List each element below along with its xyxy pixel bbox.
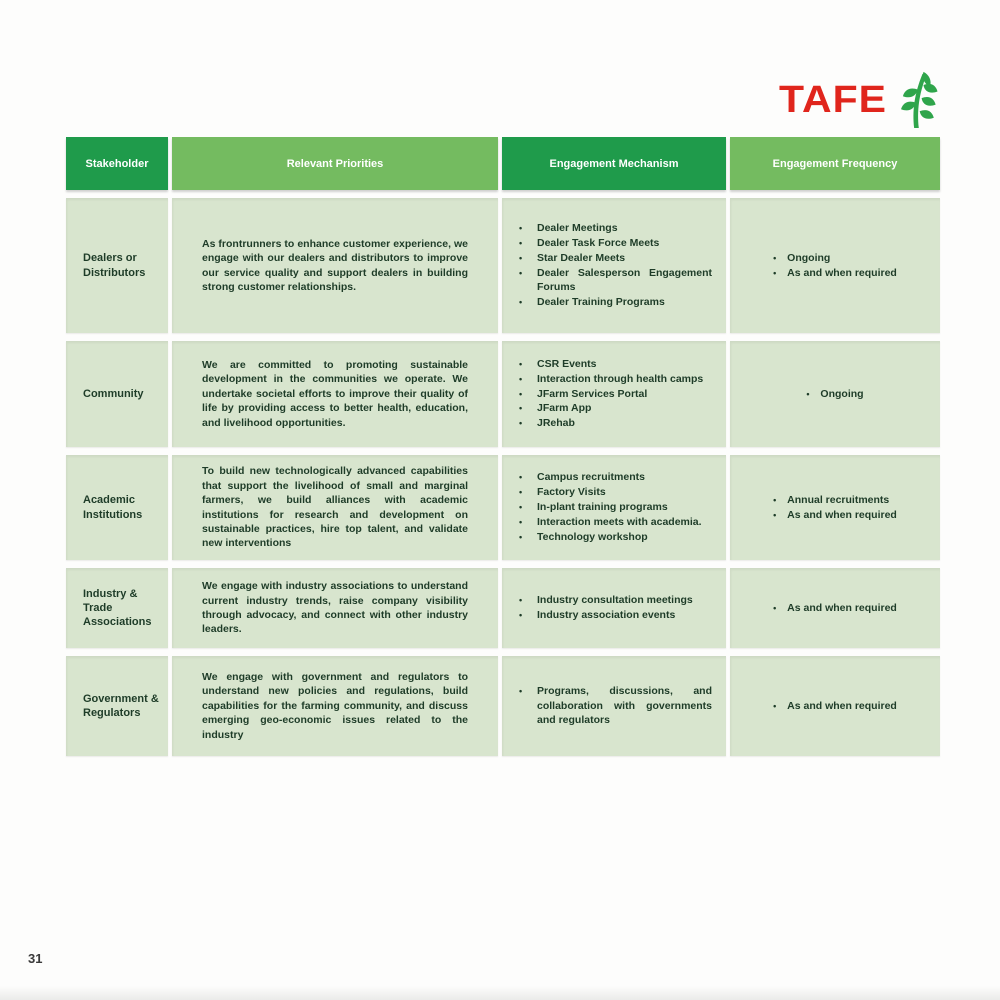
mechanism-cell [502, 656, 726, 756]
priorities-cell [172, 198, 498, 333]
frequency-item: • As and when required [773, 699, 897, 714]
frequency-list [773, 493, 897, 523]
mechanism-item: • CSR Events [515, 357, 703, 372]
mechanism-item: • Dealer Training Programs [515, 295, 712, 310]
mechanism-item: • Industry association events [515, 608, 693, 623]
mechanism-list [515, 221, 712, 310]
frequency-list [773, 699, 897, 714]
mechanism-cell [502, 455, 726, 560]
page-number: 31 [28, 951, 43, 966]
page-bottom-shadow [0, 986, 1000, 1000]
mechanism-item: • Dealer Task Force Meets [515, 236, 712, 251]
mechanism-item: • JFarm Services Portal [515, 387, 703, 402]
mechanism-cell [502, 341, 726, 447]
column-header-stakeholder: Stakeholder [66, 137, 168, 190]
frequency-list [773, 251, 897, 281]
frequency-item: • Ongoing [806, 387, 863, 402]
mechanism-item: • JRehab [515, 416, 703, 431]
stakeholder-cell: Industry & Trade Associations [66, 568, 168, 648]
mechanism-cell [502, 568, 726, 648]
tafe-logo-text: TAFE [778, 77, 887, 120]
mechanism-list [515, 357, 703, 432]
mechanism-item: • Factory Visits [515, 485, 702, 500]
mechanism-item: • Interaction meets with academia. [515, 515, 702, 530]
stakeholder-cell: Dealers or Distributors [66, 198, 168, 333]
mechanism-item: • Programs, discussions, and collaboration with governments and regulators [515, 684, 712, 729]
mechanism-list [515, 593, 693, 623]
mechanism-item: • Industry consultation meetings [515, 593, 693, 608]
frequency-item: • As and when required [773, 266, 897, 281]
mechanism-list [515, 684, 712, 729]
frequency-cell [730, 656, 940, 756]
mechanism-item: • Star Dealer Meets [515, 251, 712, 266]
frequency-cell [730, 568, 940, 648]
mechanism-list [515, 470, 702, 545]
mechanism-item: • Dealer Meetings [515, 221, 712, 236]
mechanism-item: • JFarm App [515, 401, 703, 416]
priorities-cell [172, 455, 498, 560]
frequency-cell [730, 455, 940, 560]
tafe-logo [779, 70, 938, 128]
frequency-item: • As and when required [773, 601, 897, 616]
column-header-engagement-frequency: Engagement Frequency [730, 137, 940, 190]
priorities-cell [172, 341, 498, 447]
priorities-cell [172, 656, 498, 756]
stakeholder-cell: Community [66, 341, 168, 447]
frequency-item: • Annual recruitments [773, 493, 897, 508]
frequency-cell [730, 341, 940, 447]
mechanism-item: • Technology workshop [515, 530, 702, 545]
mechanism-item: • Interaction through health camps [515, 372, 703, 387]
column-header-relevant-priorities: Relevant Priorities [172, 137, 498, 190]
frequency-list [806, 387, 863, 402]
priorities-text: We engage with government and regulators to understand new policies and regulations, build capabilities for the farming community, and discuss emerging geo-economic issues related to the industry [202, 670, 468, 741]
priorities-text: We are committed to promoting sustainable development in the communities we operate. We undertake societal efforts to improve their quality of life by providing access to better health, education, and livelihood opportunities. [202, 358, 468, 429]
mechanism-item: • Dealer Salesperson Engagement Forums [515, 266, 712, 296]
frequency-cell [730, 198, 940, 333]
stakeholder-engagement-table [66, 137, 940, 756]
frequency-item: • Ongoing [773, 251, 897, 266]
mechanism-cell [502, 198, 726, 333]
priorities-cell [172, 568, 498, 648]
mechanism-item: • In-plant training programs [515, 500, 702, 515]
stakeholder-cell: Academic Institutions [66, 455, 168, 560]
wheat-icon [894, 70, 938, 128]
frequency-item: • As and when required [773, 508, 897, 523]
stakeholder-cell: Government & Regulators [66, 656, 168, 756]
frequency-list [773, 601, 897, 616]
column-header-engagement-mechanism: Engagement Mechanism [502, 137, 726, 190]
mechanism-item: • Campus recruitments [515, 470, 702, 485]
priorities-text: To build new technologically advanced capabilities that support the livelihood of small and marginal farmers, we build alliances with academic institutions for research and development on sustainable practices, hire top talent, and validate new interventions [202, 465, 468, 550]
priorities-text: As frontrunners to enhance customer experience, we engage with our dealers and distributors to improve our service quality and support dealers in building strong customer relationships. [202, 237, 468, 293]
priorities-text: We engage with industry associations to understand current industry trends, raise company visibility through advocacy, and connect with other industry leaders. [202, 580, 468, 636]
